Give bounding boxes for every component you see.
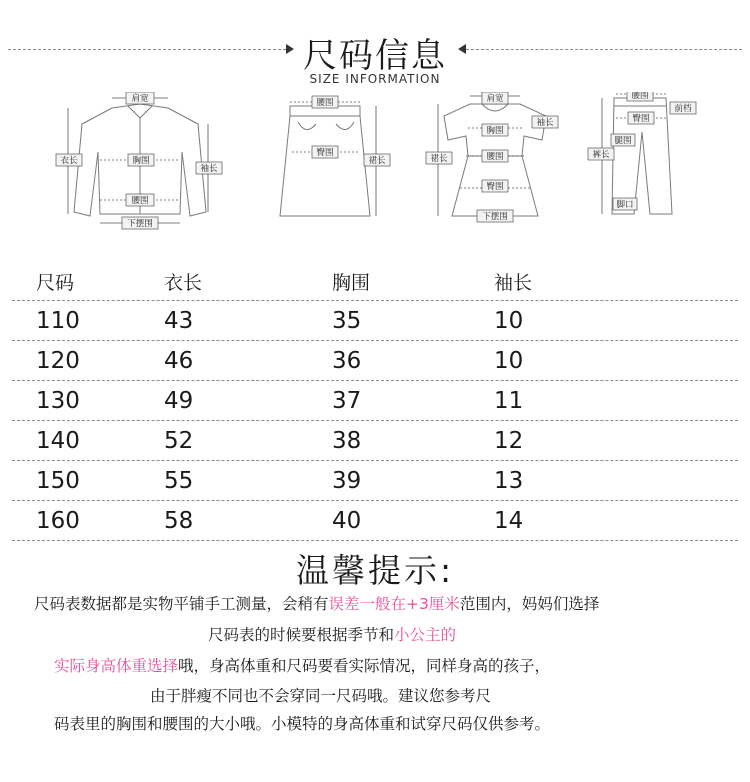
table-row <box>12 301 738 341</box>
cell-sleeve: 13 <box>494 467 524 494</box>
page-title: 尺码信息 <box>303 36 447 76</box>
tips-line-1 <box>34 592 599 614</box>
table-row <box>12 421 738 461</box>
shirt-shoulder-label: 肩宽 <box>131 94 149 104</box>
header-chest: 胸围 <box>332 271 371 294</box>
tips-line-1-end: 范围内，妈妈们选择 <box>459 595 600 613</box>
skirt-diagram <box>262 92 392 242</box>
pants-front-rise-label: 前档 <box>674 104 692 114</box>
header-size: 尺码 <box>36 271 75 294</box>
cell-size: 160 <box>36 507 80 534</box>
table-row <box>12 341 738 381</box>
header-sleeve: 袖长 <box>494 271 533 294</box>
table-row <box>12 501 738 541</box>
cell-length: 58 <box>164 507 194 534</box>
dress-sleeve-label: 袖长 <box>536 118 554 128</box>
measurement-diagrams <box>0 92 750 242</box>
tips-line-5: 码表里的胸围和腰围的大小哦。小模特的身高体重和试穿尺码仅供参考。 <box>54 715 551 733</box>
table-header-row <box>12 262 738 301</box>
shirt-diagram <box>50 92 230 242</box>
cell-chest: 35 <box>332 307 362 334</box>
skirt-waist-label: 腰围 <box>316 98 334 108</box>
dress-hem-label: 下摆围 <box>482 212 508 222</box>
header <box>0 0 750 92</box>
cell-chest: 37 <box>332 387 362 414</box>
pants-length-label: 裤长 <box>592 150 610 160</box>
tips-line-2-start: 尺码表的时候要根据季节和 <box>208 626 395 644</box>
table-row <box>12 461 738 501</box>
page-subtitle: SIZE INFORMATION <box>309 72 441 86</box>
cell-size: 110 <box>36 307 80 334</box>
cell-sleeve: 14 <box>494 507 524 534</box>
pants-thigh-label: 腿围 <box>614 136 632 146</box>
shirt-hem-label: 下摆围 <box>127 219 153 229</box>
dress-hip-label: 臀围 <box>486 182 504 192</box>
cell-size: 150 <box>36 467 80 494</box>
arrow-left-icon <box>458 44 466 54</box>
cell-sleeve: 12 <box>494 427 524 454</box>
cell-chest: 36 <box>332 347 362 374</box>
dress-shoulder-label: 肩宽 <box>486 94 504 104</box>
tips-line-1-start: 尺码表数据都是实物平铺手工测量，会稍有 <box>34 595 329 613</box>
tips-error-highlight: 误差一般在+3厘米 <box>328 595 460 613</box>
shirt-length-label: 衣长 <box>60 156 78 166</box>
dress-diagram <box>420 92 570 242</box>
cell-size: 130 <box>36 387 80 414</box>
cell-chest: 40 <box>332 507 362 534</box>
skirt-length-label: 裙长 <box>368 156 386 166</box>
cell-sleeve: 10 <box>494 347 524 374</box>
dress-length-label: 裙长 <box>430 154 448 164</box>
cell-length: 49 <box>164 387 194 414</box>
tips-height-highlight: 实际身高体重选择 <box>54 657 179 675</box>
tips-line-3-end: 哦，身高体重和尺码要看实际情况，同样身高的孩子， <box>178 657 551 675</box>
pants-waist-label: 腰围 <box>631 92 649 101</box>
tips-line-3 <box>54 654 550 676</box>
pants-hip-label: 臀围 <box>632 114 650 124</box>
skirt-hip-label: 臀围 <box>316 148 334 158</box>
pants-illustration <box>582 92 702 242</box>
cell-sleeve: 10 <box>494 307 524 334</box>
dress-illustration <box>420 92 570 242</box>
tips-princess-highlight: 小公主的 <box>394 626 457 644</box>
table-row <box>12 381 738 421</box>
shirt-waist-label: 腰围 <box>131 196 149 206</box>
header-length: 衣长 <box>164 271 203 294</box>
cell-sleeve: 11 <box>494 387 524 414</box>
shirt-chest-label: 胸围 <box>132 156 150 166</box>
skirt-illustration <box>262 92 392 242</box>
cell-length: 43 <box>164 307 194 334</box>
cell-size: 120 <box>36 347 80 374</box>
tips-title: 温馨提示: <box>295 551 455 590</box>
dress-waist-label: 腰围 <box>486 152 504 162</box>
pants-leg-opening-label: 脚口 <box>616 200 634 210</box>
dress-chest-label: 胸围 <box>486 126 504 136</box>
cell-size: 140 <box>36 427 80 454</box>
cell-chest: 38 <box>332 427 362 454</box>
cell-length: 52 <box>164 427 194 454</box>
cell-length: 55 <box>164 467 194 494</box>
tips-line-4: 由于胖瘦不同也不会穿同一尺码哦。建议您参考尺 <box>150 687 492 705</box>
pants-diagram <box>582 92 702 242</box>
header-rule-right <box>466 49 742 50</box>
cell-length: 46 <box>164 347 194 374</box>
size-table <box>12 262 738 541</box>
shirt-illustration <box>50 92 230 242</box>
shirt-sleeve-label: 袖长 <box>200 164 218 174</box>
cell-chest: 39 <box>332 467 362 494</box>
tips-line-2 <box>208 623 456 645</box>
